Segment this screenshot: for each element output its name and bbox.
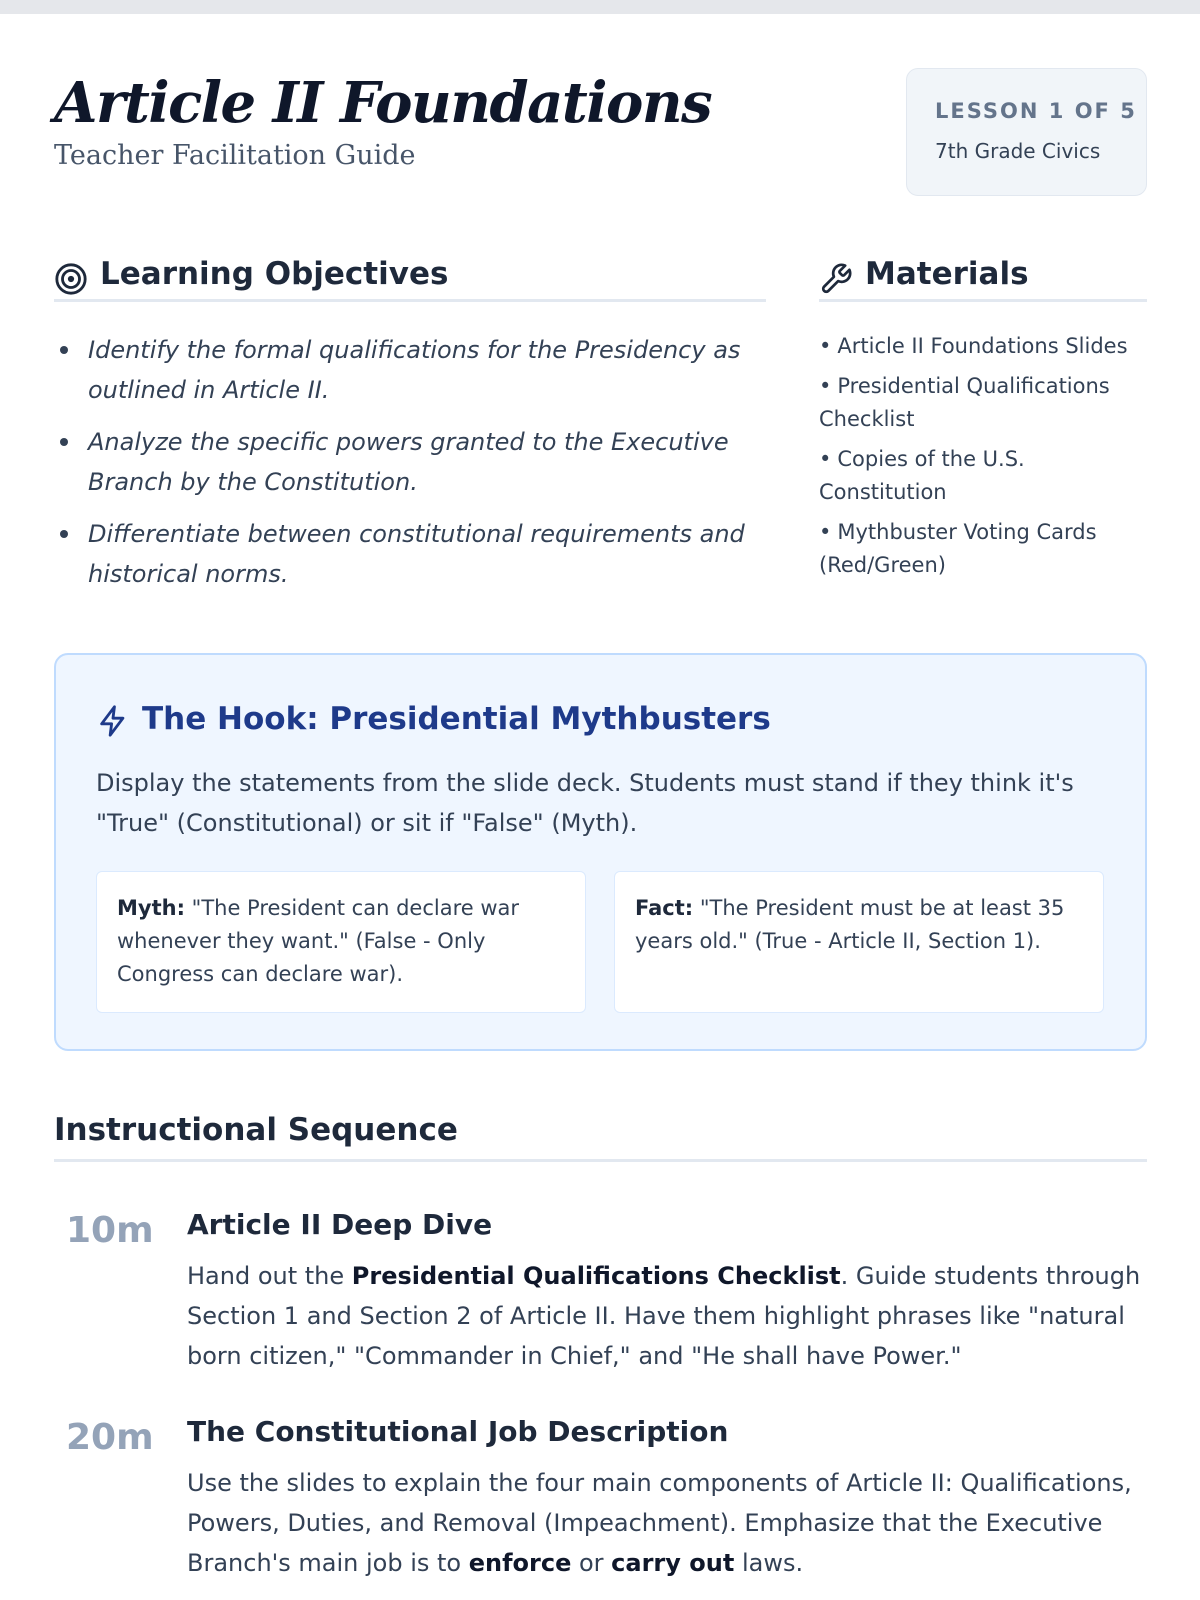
myth-card: [96, 871, 586, 1013]
wrench-icon: [819, 262, 853, 296]
material-label: Mythbuster Voting Cards (Red/Green): [819, 520, 1097, 577]
lightning-icon: [96, 704, 130, 738]
emphasis-text: enforce: [468, 1549, 572, 1577]
step-title: The Constitutional Job Description: [187, 1415, 729, 1448]
objective-item: Analyze the specific powers granted to the Executive Branch by the Constitution.: [54, 422, 774, 502]
body-text: Hand out the: [187, 1262, 352, 1290]
fact-text: "The President must be at least 35 years old." (True - Article II, Section 1).: [635, 896, 1065, 953]
hook-panel: [54, 653, 1147, 1051]
material-label: Article II Foundations Slides: [837, 334, 1128, 358]
fact-label: Fact:: [635, 896, 694, 920]
emphasis-text: Presidential Qualifications Checklist: [351, 1262, 841, 1290]
step-duration: 20m: [66, 1417, 154, 1458]
page-title: Article II Foundations: [54, 70, 712, 136]
target-icon: [54, 262, 88, 296]
material-item: [819, 516, 1149, 582]
body-text: Use the slides to explain the four main components of Article II: Qualifications, Powers, Duties, and Removal (Impeachment). Emphasize that the Executive Branch's main job is to: [187, 1469, 1132, 1577]
objectives-list: [54, 330, 774, 606]
hook-title: The Hook: Presidential Mythbusters: [142, 701, 771, 737]
lesson-number: LESSON 1 OF 5: [935, 99, 1137, 123]
grade-level: 7th Grade Civics: [935, 139, 1101, 163]
emphasis-text: carry out: [611, 1549, 735, 1577]
body-text: . Guide students through Section 1 and Section 2 of Article II. Have them highlight phrases like "natural born citizen," "Commander in Chief," and "He shall have Power.": [187, 1262, 1141, 1370]
lesson-page: [54, 0, 1147, 1600]
sequence-heading: Instructional Sequence: [54, 1112, 458, 1148]
myth-label: Myth:: [117, 896, 185, 920]
material-label: Copies of the U.S. Constitution: [819, 447, 1025, 504]
myth-text: "The President can declare war whenever they want." (False - Only Congress can declare war).: [117, 896, 520, 986]
material-item: [819, 330, 1149, 363]
body-text: or: [571, 1549, 612, 1577]
material-label: Presidential Qualifications Checklist: [819, 374, 1110, 431]
step-description: [187, 1256, 1147, 1376]
materials-list: [819, 330, 1149, 589]
objectives-heading: Learning Objectives: [100, 256, 449, 292]
sequence-header: [54, 1104, 1147, 1162]
objective-item: Identify the formal qualifications for the Presidency as outlined in Article II.: [54, 330, 774, 410]
hook-description: Display the statements from the slide deck. Students must stand if they think it's "True" (Constitutional) or sit if "False" (Myth).: [96, 769, 1074, 837]
step-description: [187, 1463, 1147, 1583]
bullet-icon: •: [819, 447, 832, 471]
bullet-icon: •: [819, 374, 832, 398]
step-duration: 10m: [66, 1210, 154, 1251]
page-subtitle: Teacher Facilitation Guide: [54, 140, 416, 171]
objectives-header: [54, 250, 766, 302]
materials-heading: Materials: [865, 256, 1029, 292]
objective-item: Differentiate between constitutional requirements and historical norms.: [54, 514, 774, 594]
bullet-icon: •: [819, 334, 832, 358]
lesson-badge: [906, 68, 1147, 196]
material-item: [819, 370, 1149, 436]
fact-card: [614, 871, 1104, 1013]
step-title: Article II Deep Dive: [187, 1208, 493, 1241]
body-text: laws.: [734, 1549, 804, 1577]
material-item: [819, 443, 1149, 509]
bullet-icon: •: [819, 520, 832, 544]
materials-header: [819, 250, 1147, 302]
